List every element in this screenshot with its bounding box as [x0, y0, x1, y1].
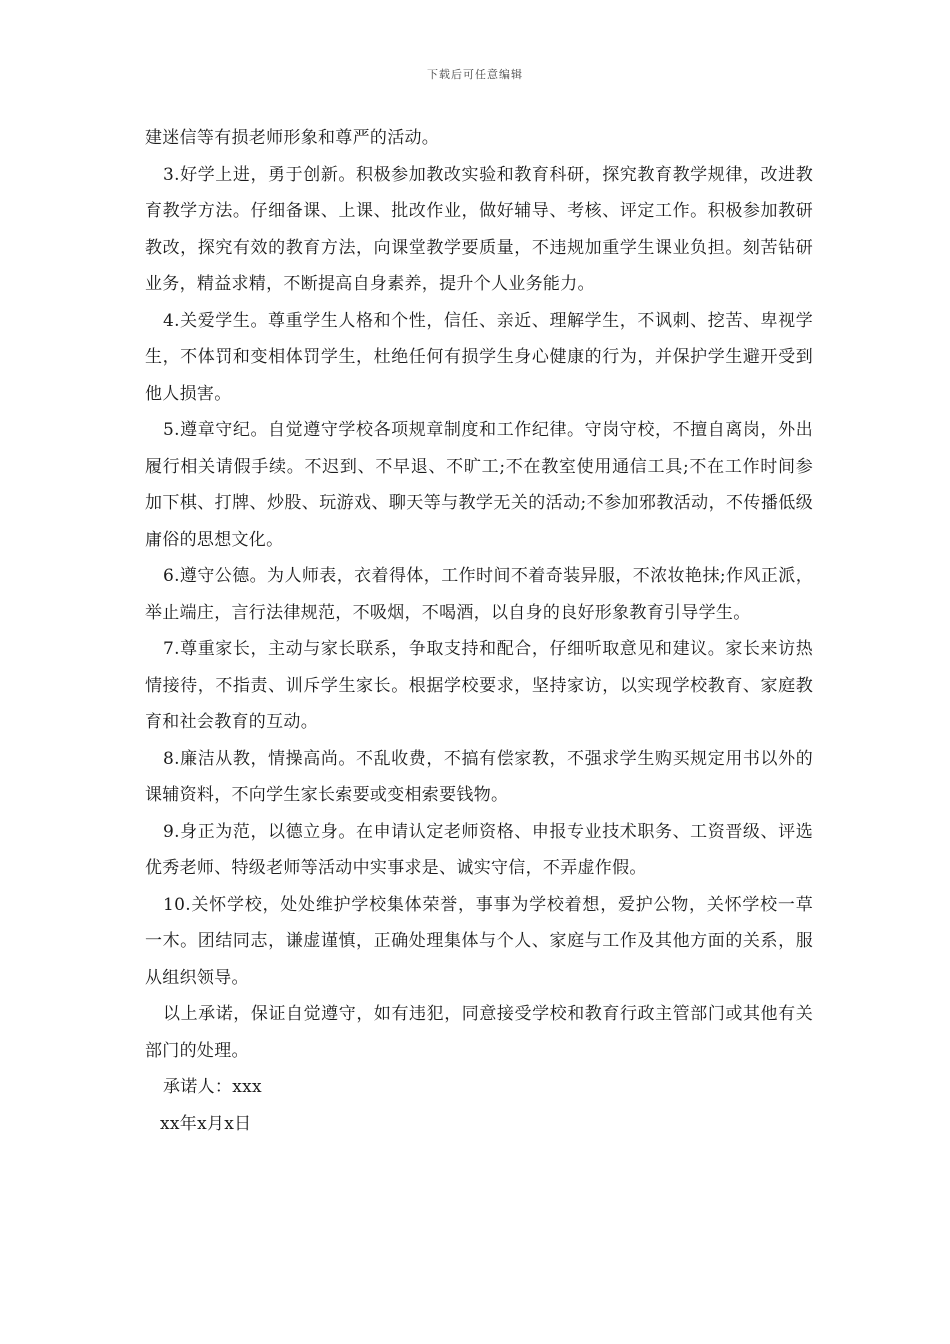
signature-line: 承诺人：xxx — [163, 1077, 262, 1097]
paragraph-item-9: 9.身正为范，以德立身。在申请认定老师资格、申报专业技术职务、工资晋级、评选优秀老师、特级老师等活动中实事求是、诚实守信，不弄虚作假。 — [145, 821, 813, 878]
paragraph-item-8: 8.廉洁从教，情操高尚。不乱收费，不搞有偿家教，不强求学生购买规定用书以外的课辅资料，不向学生家长索要或变相索要钱物。 — [145, 748, 813, 805]
paragraph-item-6: 6.遵守公德。为人师表，衣着得体，工作时间不着奇装异服，不浓妆艳抹;作风正派，举止端庄，言行法律规范，不吸烟，不喝酒，以自身的良好形象教育引导学生。 — [145, 566, 813, 623]
document-body — [145, 120, 813, 1142]
paragraph-item-5: 5.遵章守纪。自觉遵守学校各项规章制度和工作纪律。守岗守校，不擅自离岗，外出履行相关请假手续。不迟到、不早退、不旷工;不在教室使用通信工具;不在工作时间参加下棋、打牌、炒股、玩游戏、聊天等与教学无关的活动;不参加邪教活动，不传播低级庸俗的思想文化。 — [145, 420, 813, 550]
paragraph-item-3: 3.好学上进，勇于创新。积极参加教改实验和教育科研，探究教育教学规律，改进教育教学方法。仔细备课、上课、批改作业，做好辅导、考核、评定工作。积极参加教研教改，探究有效的教育方法，向课堂教学要质量，不违规加重学生课业负担。刻苦钻研业务，精益求精，不断提高自身素养，提升个人业务能力。 — [145, 164, 813, 294]
paragraph-item-10: 10.关怀学校，处处维护学校集体荣誉，事事为学校着想，爱护公物，关怀学校一草一木。团结同志，谦虚谨慎，正确处理集体与个人、家庭与工作及其他方面的关系，服从组织领导。 — [145, 894, 813, 988]
paragraph-item-4: 4.关爱学生。尊重学生人格和个性，信任、亲近、理解学生，不讽刺、挖苦、卑视学生，不体罚和变相体罚学生，杜绝任何有损学生身心健康的行为，并保护学生避开受到他人损害。 — [145, 310, 813, 404]
signature-date: xx年x月x日 — [160, 1113, 252, 1134]
paragraph-continuation: 建迷信等有损老师形象和尊严的活动。 — [145, 128, 440, 148]
paragraph-item-7: 7.尊重家长，主动与家长联系，争取支持和配合，仔细听取意见和建议。家长来访热情接待，不指责、训斥学生家长。根据学校要求，坚持家访，以实现学校教育、家庭教育和社会教育的互动。 — [145, 639, 813, 732]
page-header-note: 下载后可任意编辑 — [427, 68, 523, 81]
paragraph-closing: 以上承诺，保证自觉遵守，如有违犯，同意接受学校和教育行政主管部门或其他有关部门的处理。 — [145, 1004, 813, 1061]
